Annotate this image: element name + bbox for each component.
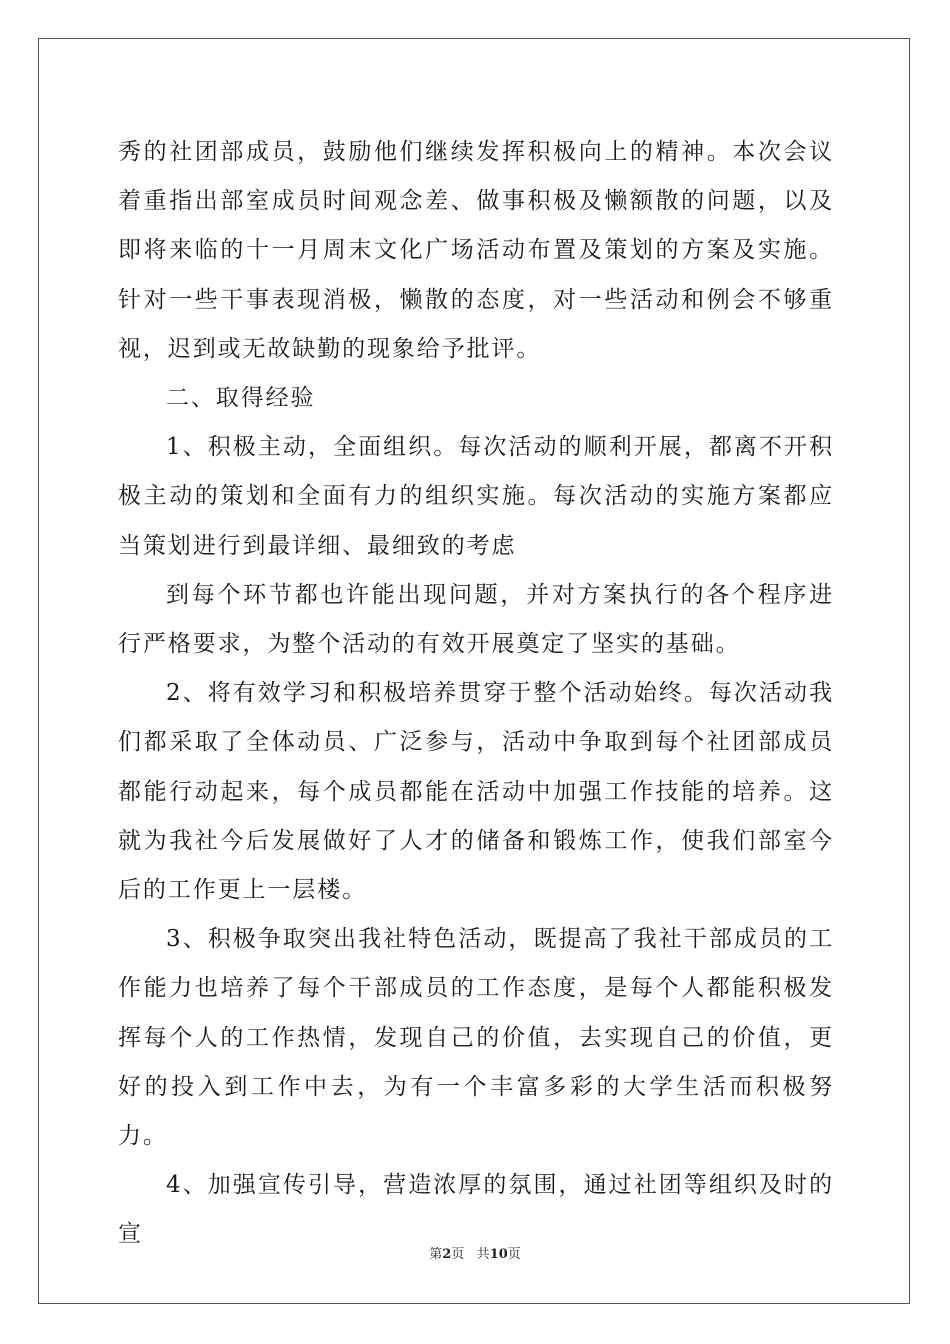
page-footer (0, 1247, 950, 1263)
total-suffix: 页 (507, 1247, 521, 1262)
document-body (118, 128, 834, 1260)
page-total: 10 (489, 1247, 508, 1262)
paragraph-point-4: 4、加强宣传引导，营造浓厚的氛围，通过社团等组织及时的宣 (118, 1172, 834, 1248)
paragraph-point-1: 1、积极主动，全面组织。每次活动的顺利开展，都离不开积极主动的策划和全面有力的组织实施。每次活动的实施方案都应当策划进行到最详细、最细致的考虑 (118, 434, 834, 559)
page-current: 2 (442, 1247, 452, 1262)
page-prefix: 第 (429, 1247, 443, 1262)
section-heading: 二、取得经验 (166, 385, 316, 412)
paragraph-continuation: 秀的社团部成员，鼓励他们继续发挥积极向上的精神。本次会议着重指出部室成员时间观念差、做事积极及懒额散的问题，以及即将来临的十一月周末文化广场活动布置及策划的方案及实施。针对一些干事表现消极，懒散的态度，对一些活动和例会不够重视，迟到或无故缺勤的现象给予批评。 (118, 139, 834, 362)
total-prefix: 共 (476, 1247, 490, 1262)
paragraph-point-2: 2、将有效学习和积极培养贯穿于整个活动始终。每次活动我们都采取了全体动员、广泛参与，活动中争取到每个社团部成员都能行动起来，每个成员都能在活动中加强工作技能的培养。这就为我社今后发展做好了人才的储备和锻炼工作，使我们部室今后的工作更上一层楼。 (118, 680, 834, 904)
paragraph-point-3: 3、积极争取突出我社特色活动，既提高了我社干部成员的工作能力也培养了每个干部成员的工作态度，是每个人都能积极发挥每个人的工作热情，发现自己的价值，去实现自己的价值，更好的投入到工作中去，为有一个丰富多彩的大学生活而积极努力。 (118, 926, 834, 1150)
paragraph-point-1-cont: 到每个环节都也许能出现问题，并对方案执行的各个程序进行严格要求，为整个活动的有效开展奠定了坚实的基础。 (118, 581, 834, 658)
page-suffix: 页 (451, 1247, 465, 1262)
